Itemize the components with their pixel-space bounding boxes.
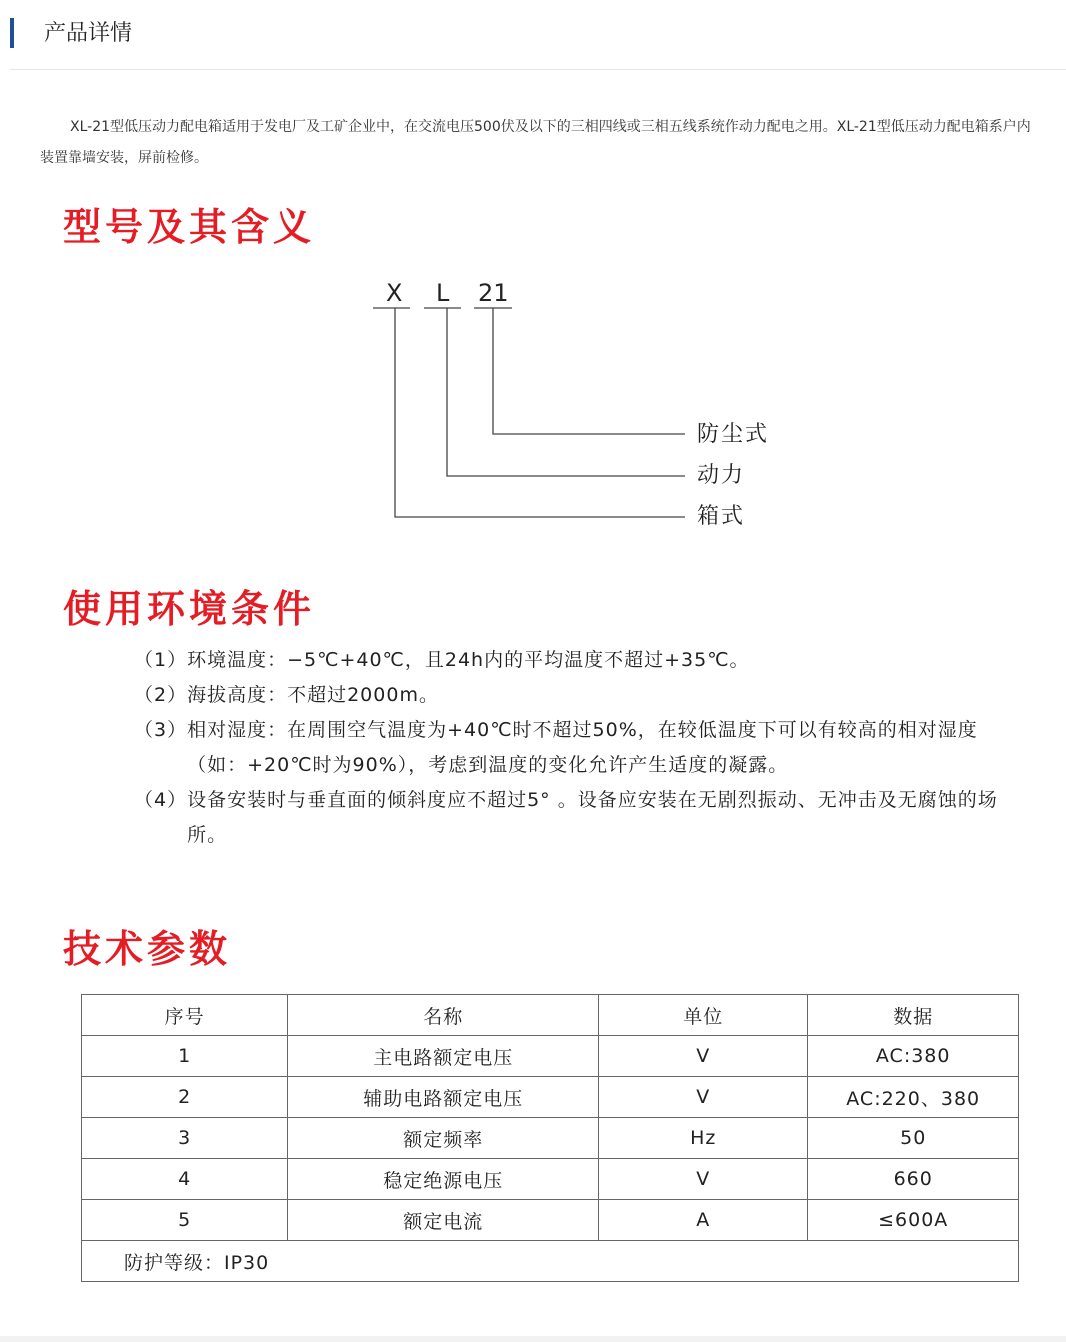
list-item-text: 海拔高度：不超过2000m。 <box>187 684 439 706</box>
env-conditions-list <box>134 643 1034 853</box>
table-cell: 额定电流 <box>288 1200 599 1241</box>
model-code-diagram <box>360 270 800 540</box>
model-code-lines <box>360 270 800 540</box>
table-note-row <box>82 1241 1019 1282</box>
table-cell: AC:380 <box>808 1036 1019 1077</box>
table-cell: 1 <box>82 1036 288 1077</box>
list-item <box>134 783 1034 853</box>
protection-level-note: 防护等级：IP30 <box>82 1241 1019 1282</box>
table-cell: ≤600A <box>808 1200 1019 1241</box>
list-item <box>134 713 1034 783</box>
list-item-number: （4） <box>134 789 188 811</box>
table-cell: V <box>599 1036 808 1077</box>
spec-table <box>81 994 1019 1282</box>
list-item-text: 设备安装时与垂直面的倾斜度应不超过5° 。设备应安装在无剧烈振动、无冲击及无腐蚀的场所。 <box>187 789 998 846</box>
list-item <box>134 643 1034 678</box>
list-item-text: 环境温度：−5℃+40℃，且24h内的平均温度不超过+35℃。 <box>187 649 750 671</box>
table-row <box>82 1077 1019 1118</box>
table-cell: 主电路额定电压 <box>288 1036 599 1077</box>
list-item-number: （2） <box>134 684 188 706</box>
table-cell: V <box>599 1159 808 1200</box>
section-title-tech: 技术参数 <box>63 927 232 971</box>
intro-text: XL-21型低压动力配电箱适用于发电厂及工矿企业中，在交流电压500伏及以下的三相四线或三相五线系统作动力配电之用。XL-21型低压动力配电箱系户内装置靠墙安装，屏前检修。 <box>40 119 1031 166</box>
section-title-env: 使用环境条件 <box>63 587 316 631</box>
table-cell: A <box>599 1200 808 1241</box>
code-label-dustproof: 防尘式 <box>697 422 770 447</box>
table-header-row <box>82 995 1019 1036</box>
page-title: 产品详情 <box>44 21 133 46</box>
code-char-21: 21 <box>478 279 509 307</box>
code-label-box: 箱式 <box>697 504 746 529</box>
leader-line-x <box>395 308 685 517</box>
table-row <box>82 1159 1019 1200</box>
list-item-number: （3） <box>134 719 188 741</box>
table-cell: Hz <box>599 1118 808 1159</box>
table-cell: AC:220、380 <box>808 1077 1019 1118</box>
table-cell: 辅助电路额定电压 <box>288 1077 599 1118</box>
page-header <box>10 0 1066 70</box>
column-header: 单位 <box>599 995 808 1036</box>
code-char-l: L <box>436 279 450 307</box>
code-label-power: 动力 <box>697 463 746 488</box>
column-header: 名称 <box>288 995 599 1036</box>
table-cell: 稳定绝源电压 <box>288 1159 599 1200</box>
column-header: 序号 <box>82 995 288 1036</box>
leader-line-21 <box>493 308 685 434</box>
code-char-x: X <box>386 279 403 307</box>
table-cell: 50 <box>808 1118 1019 1159</box>
list-item-text: 相对湿度：在周围空气温度为+40℃时不超过50%，在较低温度下可以有较高的相对湿度（如：+20℃时为90%），考虑到温度的变化允许产生适度的凝露。 <box>187 719 978 776</box>
header-accent-bar <box>10 18 14 48</box>
table-row <box>82 1200 1019 1241</box>
list-item-number: （1） <box>134 649 188 671</box>
list-item <box>134 678 1034 713</box>
section-title-model: 型号及其含义 <box>63 205 316 249</box>
table-cell: 4 <box>82 1159 288 1200</box>
table-cell: 额定频率 <box>288 1118 599 1159</box>
leader-line-l <box>447 308 685 476</box>
table-row <box>82 1118 1019 1159</box>
table-cell: V <box>599 1077 808 1118</box>
table-cell: 660 <box>808 1159 1019 1200</box>
column-header: 数据 <box>808 995 1019 1036</box>
table-cell: 5 <box>82 1200 288 1241</box>
table-cell: 3 <box>82 1118 288 1159</box>
table-cell: 2 <box>82 1077 288 1118</box>
table-row <box>82 1036 1019 1077</box>
intro-paragraph <box>40 112 1040 174</box>
page-bottom-divider <box>0 1336 1066 1342</box>
